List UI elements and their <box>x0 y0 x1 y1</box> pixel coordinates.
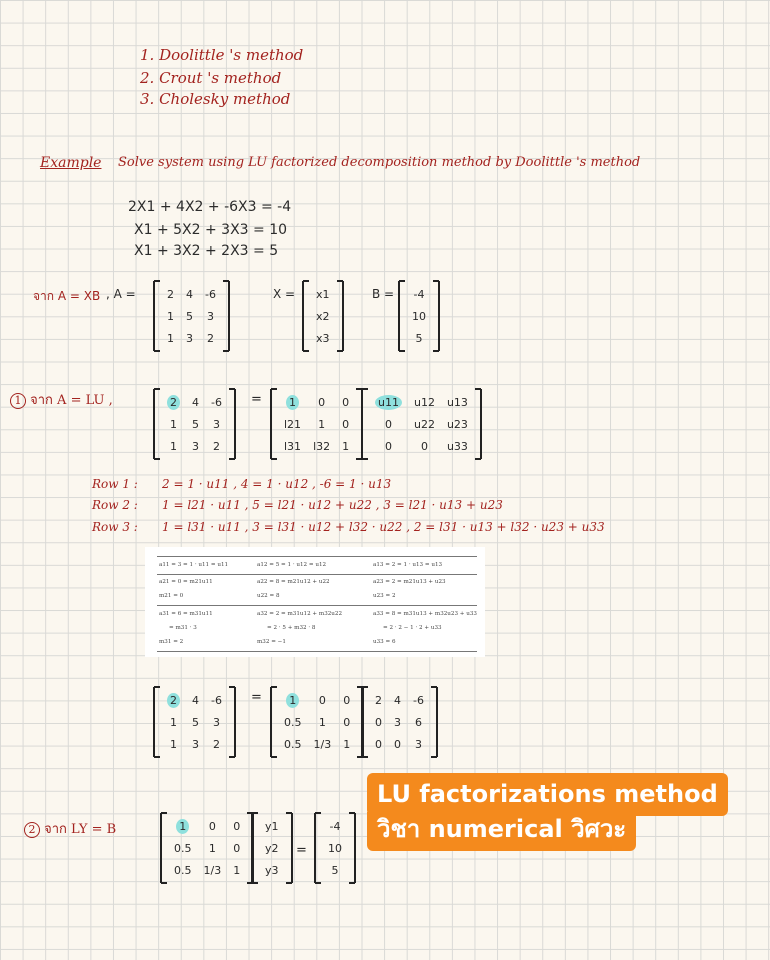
matrix-cell: 0 <box>375 737 382 751</box>
rule-top <box>157 556 477 557</box>
matrix-cell: 1 <box>318 715 326 729</box>
pivot-highlight: 2 <box>167 693 180 708</box>
matrix-cell: 0 <box>375 715 382 729</box>
paper-cell: a33 = 8 = m31u13 + m32u23 + u33 <box>373 611 477 617</box>
paper-cell: m21 = 0 <box>159 593 184 599</box>
matrix-a <box>153 281 230 351</box>
paper-cell: = m31 · 3 <box>169 625 197 631</box>
matrix-cell: 5 <box>186 309 193 323</box>
matrix-cell: u33 <box>446 439 468 453</box>
matrix-cell: 1 <box>343 737 351 751</box>
equals-sign-3: = <box>296 843 307 858</box>
matrix-row <box>406 327 432 349</box>
system-eq-3: X1 + 3X2 + 2X3 = 5 <box>134 243 279 259</box>
matrix-b-grid <box>406 283 432 349</box>
rule-2 <box>157 605 477 606</box>
matrix-cell: l21 <box>284 417 302 431</box>
pivot-highlight: 1 <box>286 693 299 708</box>
matrix-cell: 0 <box>318 395 326 409</box>
paper-cell: a32 = 2 = m31u12 + m32u22 <box>257 611 343 617</box>
matrix-l-numeric <box>270 687 364 757</box>
matrix-row <box>161 689 228 711</box>
row2-text: 1 = l21 · u11 , 5 = l21 · u12 + u22 , 3 = l21 · u13 + u23 <box>162 498 503 512</box>
matrix-cell: 1 <box>170 715 177 729</box>
step1-number: 1 <box>10 393 26 409</box>
matrix-l-step2 <box>160 813 254 883</box>
pivot-highlight: u11 <box>375 395 402 410</box>
matrix-cell: -4 <box>329 819 341 833</box>
paper-cell: u23 = 2 <box>373 593 396 599</box>
matrix-a-step1 <box>153 389 236 459</box>
matrix-row <box>406 305 432 327</box>
row3-label: Row 3 : <box>92 520 138 534</box>
x-label: X = <box>273 287 296 301</box>
paper-cell: a11 = 3 = 1 · u11 = u11 <box>159 562 229 568</box>
matrix-b <box>398 281 440 351</box>
matrix-cell: 0 <box>208 819 216 833</box>
matrix-cell: l31 <box>284 439 302 453</box>
matrix-cell: 0 <box>343 693 351 707</box>
matrix-row <box>278 413 355 435</box>
matrix-l-numeric-grid <box>278 689 356 755</box>
matrix-row <box>369 689 430 711</box>
matrix-l-symbolic-grid <box>278 391 355 457</box>
step2-number: 2 <box>24 822 40 838</box>
matrix-cell: 2 <box>375 693 382 707</box>
matrix-row <box>278 435 355 457</box>
matrix-cell: -6 <box>211 693 222 707</box>
matrix-cell: 1 <box>208 841 216 855</box>
paper-cell: = 2 · 5 + m32 · 8 <box>267 625 316 631</box>
matrix-cell: 1/3 <box>313 737 332 751</box>
matrix-row <box>168 837 246 859</box>
matrix-row <box>259 815 285 837</box>
matrix-cell <box>161 391 186 413</box>
matrix-cell: 0 <box>233 841 241 855</box>
method-item-1: 1. Doolittle 's method <box>140 46 304 64</box>
a-label: , A = <box>106 287 136 301</box>
matrix-cell: 0 <box>342 395 350 409</box>
matrix-cell: 0 <box>342 417 350 431</box>
matrix-a-numeric-grid <box>161 689 228 755</box>
matrix-cell: 0 <box>233 819 241 833</box>
matrix-a-numeric <box>153 687 236 757</box>
matrix-row <box>161 435 228 457</box>
matrix-cell <box>168 815 198 837</box>
rule-1 <box>157 574 477 575</box>
equals-sign-2: = <box>251 690 262 705</box>
matrix-row <box>322 815 348 837</box>
matrix-x-grid <box>310 283 336 349</box>
matrix-row <box>322 837 348 859</box>
matrix-cell: 5 <box>331 863 339 877</box>
paper-cell: u33 = 6 <box>373 639 396 645</box>
equals-sign-1: = <box>251 392 262 407</box>
matrix-row <box>161 327 222 349</box>
matrix-cell: 0.5 <box>284 737 302 751</box>
matrix-row <box>406 283 432 305</box>
textbook-excerpt <box>145 547 485 657</box>
example-label: Example <box>40 155 102 171</box>
matrix-row <box>369 711 430 733</box>
matrix-cell: 1 <box>170 439 177 453</box>
row3-text: 1 = l31 · u11 , 3 = l31 · u12 + l32 · u22 , 2 = l31 · u13 + l32 · u23 + u33 <box>162 520 605 534</box>
matrix-row <box>161 283 222 305</box>
matrix-row <box>369 413 474 435</box>
matrix-cell: 3 <box>192 439 199 453</box>
matrix-cell: x3 <box>316 331 330 345</box>
matrix-cell: u12 <box>413 395 435 409</box>
matrix-row <box>161 305 222 327</box>
paper-cell: a13 = 2 = 1 · u13 = u13 <box>373 562 443 568</box>
pivot-highlight: 1 <box>176 819 189 834</box>
matrix-row <box>369 391 474 413</box>
matrix-row <box>161 391 228 413</box>
matrix-cell: 3 <box>186 331 193 345</box>
matrix-u-symbolic-grid <box>369 391 474 457</box>
matrix-cell: 2 <box>206 331 214 345</box>
matrix-cell: 1/3 <box>203 863 222 877</box>
form-prefix: จาก A = XB <box>33 289 101 303</box>
matrix-cell: 0 <box>384 417 392 431</box>
matrix-cell: 1 <box>167 331 174 345</box>
matrix-cell: y3 <box>265 863 279 877</box>
title-banner: LU factorizations method <box>367 773 728 816</box>
matrix-cell: 0.5 <box>174 841 192 855</box>
matrix-cell: 4 <box>192 395 199 409</box>
matrix-cell: 3 <box>212 715 220 729</box>
matrix-row <box>322 859 348 881</box>
matrix-u-symbolic <box>361 389 482 459</box>
matrix-b-step2 <box>314 813 356 883</box>
matrix-cell: u22 <box>413 417 435 431</box>
matrix-cell: x1 <box>316 287 330 301</box>
matrix-cell: 1 <box>342 439 350 453</box>
matrix-cell: y2 <box>265 841 279 855</box>
pivot-highlight: 1 <box>286 395 299 410</box>
matrix-cell: 0 <box>394 737 401 751</box>
matrix-cell: -6 <box>413 693 424 707</box>
matrix-cell: 4 <box>192 693 199 707</box>
row1-text: 2 = 1 · u11 , 4 = 1 · u12 , -6 = 1 · u13 <box>162 477 392 491</box>
matrix-cell: 1 <box>233 863 241 877</box>
step1-text: จาก A = LU , <box>30 393 113 408</box>
matrix-u-numeric <box>361 687 438 757</box>
matrix-row <box>168 815 246 837</box>
matrix-row <box>278 711 356 733</box>
matrix-cell: 3 <box>414 737 422 751</box>
matrix-cell: u23 <box>446 417 468 431</box>
matrix-a-grid <box>161 283 222 349</box>
matrix-cell: 2 <box>212 439 220 453</box>
matrix-cell: 3 <box>206 309 214 323</box>
matrix-cell: 0 <box>343 715 351 729</box>
system-eq-2: X1 + 5X2 + 3X3 = 10 <box>134 222 288 238</box>
matrix-cell: 4 <box>186 287 193 301</box>
matrix-cell: 6 <box>414 715 422 729</box>
matrix-cell: u13 <box>446 395 468 409</box>
matrix-cell: 2 <box>212 737 220 751</box>
subtitle-banner: วิชา numerical วิศวะ <box>367 812 636 851</box>
paper-cell: = 2 · 2 − 1 · 2 + u33 <box>383 625 442 631</box>
matrix-row <box>161 413 228 435</box>
matrix-cell: 3 <box>394 715 401 729</box>
matrix-row <box>310 283 336 305</box>
matrix-row <box>369 435 474 457</box>
matrix-row <box>369 733 430 755</box>
matrix-row <box>161 733 228 755</box>
matrix-a-step1-grid <box>161 391 228 457</box>
matrix-b-step2-grid <box>322 815 348 881</box>
matrix-row <box>278 733 356 755</box>
matrix-l-step2-grid <box>168 815 246 881</box>
matrix-row <box>278 689 356 711</box>
matrix-row <box>278 391 355 413</box>
pivot-highlight: 2 <box>167 395 180 410</box>
matrix-cell <box>161 689 186 711</box>
paper-cell: m31 = 2 <box>159 639 184 645</box>
step2-text: จาก LY = B <box>44 822 117 837</box>
matrix-cell <box>369 391 408 413</box>
matrix-cell: 10 <box>328 841 342 855</box>
matrix-row <box>161 711 228 733</box>
matrix-cell: 10 <box>412 309 426 323</box>
paper-cell: a22 = 8 = m21u12 + u22 <box>257 579 330 585</box>
matrix-cell: 0 <box>318 693 326 707</box>
example-text: Solve system using LU factorized decomposition method by Doolittle 's method <box>118 155 641 170</box>
matrix-cell: -6 <box>205 287 216 301</box>
matrix-cell: -6 <box>211 395 222 409</box>
system-eq-1: 2X1 + 4X2 + -6X3 = -4 <box>128 199 292 215</box>
paper-cell: a23 = 2 = m21u13 + u23 <box>373 579 446 585</box>
paper-cell: m32 = −1 <box>257 639 286 645</box>
matrix-cell: 1 <box>167 309 174 323</box>
matrix-cell: 0 <box>420 439 428 453</box>
paper-cell: u22 = 8 <box>257 593 280 599</box>
paper-cell: a21 = 0 = m21u11 <box>159 579 213 585</box>
matrix-cell: 5 <box>192 715 199 729</box>
matrix-cell <box>278 689 308 711</box>
matrix-x <box>302 281 344 351</box>
row1-label: Row 1 : <box>92 477 138 491</box>
row2-label: Row 2 : <box>92 498 138 512</box>
method-item-3: 3. Cholesky method <box>140 90 291 108</box>
matrix-row <box>168 859 246 881</box>
rule-bottom <box>157 651 477 652</box>
matrix-cell: l32 <box>313 439 331 453</box>
matrix-cell: 2 <box>167 287 174 301</box>
matrix-cell: 3 <box>192 737 199 751</box>
matrix-cell: 1 <box>170 417 177 431</box>
step1-heading <box>10 389 113 410</box>
matrix-cell: 5 <box>192 417 199 431</box>
matrix-cell <box>278 391 307 413</box>
matrix-y <box>251 813 293 883</box>
matrix-row <box>310 327 336 349</box>
matrix-row <box>259 837 285 859</box>
matrix-cell: 4 <box>394 693 401 707</box>
matrix-row <box>310 305 336 327</box>
matrix-row <box>259 859 285 881</box>
matrix-cell: -4 <box>413 287 425 301</box>
b-label: B = <box>372 287 395 301</box>
matrix-cell: x2 <box>316 309 330 323</box>
matrix-l-symbolic <box>270 389 363 459</box>
matrix-cell: 0.5 <box>284 715 302 729</box>
matrix-y-grid <box>259 815 285 881</box>
matrix-cell: 1 <box>318 417 326 431</box>
paper-cell: a31 = 6 = m31u11 <box>159 611 213 617</box>
matrix-cell: 0 <box>384 439 392 453</box>
matrix-cell: 3 <box>212 417 220 431</box>
matrix-cell: y1 <box>265 819 279 833</box>
matrix-cell: 1 <box>170 737 177 751</box>
matrix-u-numeric-grid <box>369 689 430 755</box>
paper-cell: a12 = 5 = 1 · u12 = u12 <box>257 562 327 568</box>
step2-heading <box>24 818 116 839</box>
method-item-2: 2. Crout 's method <box>140 69 282 87</box>
matrix-cell: 0.5 <box>174 863 192 877</box>
matrix-cell: 5 <box>415 331 423 345</box>
